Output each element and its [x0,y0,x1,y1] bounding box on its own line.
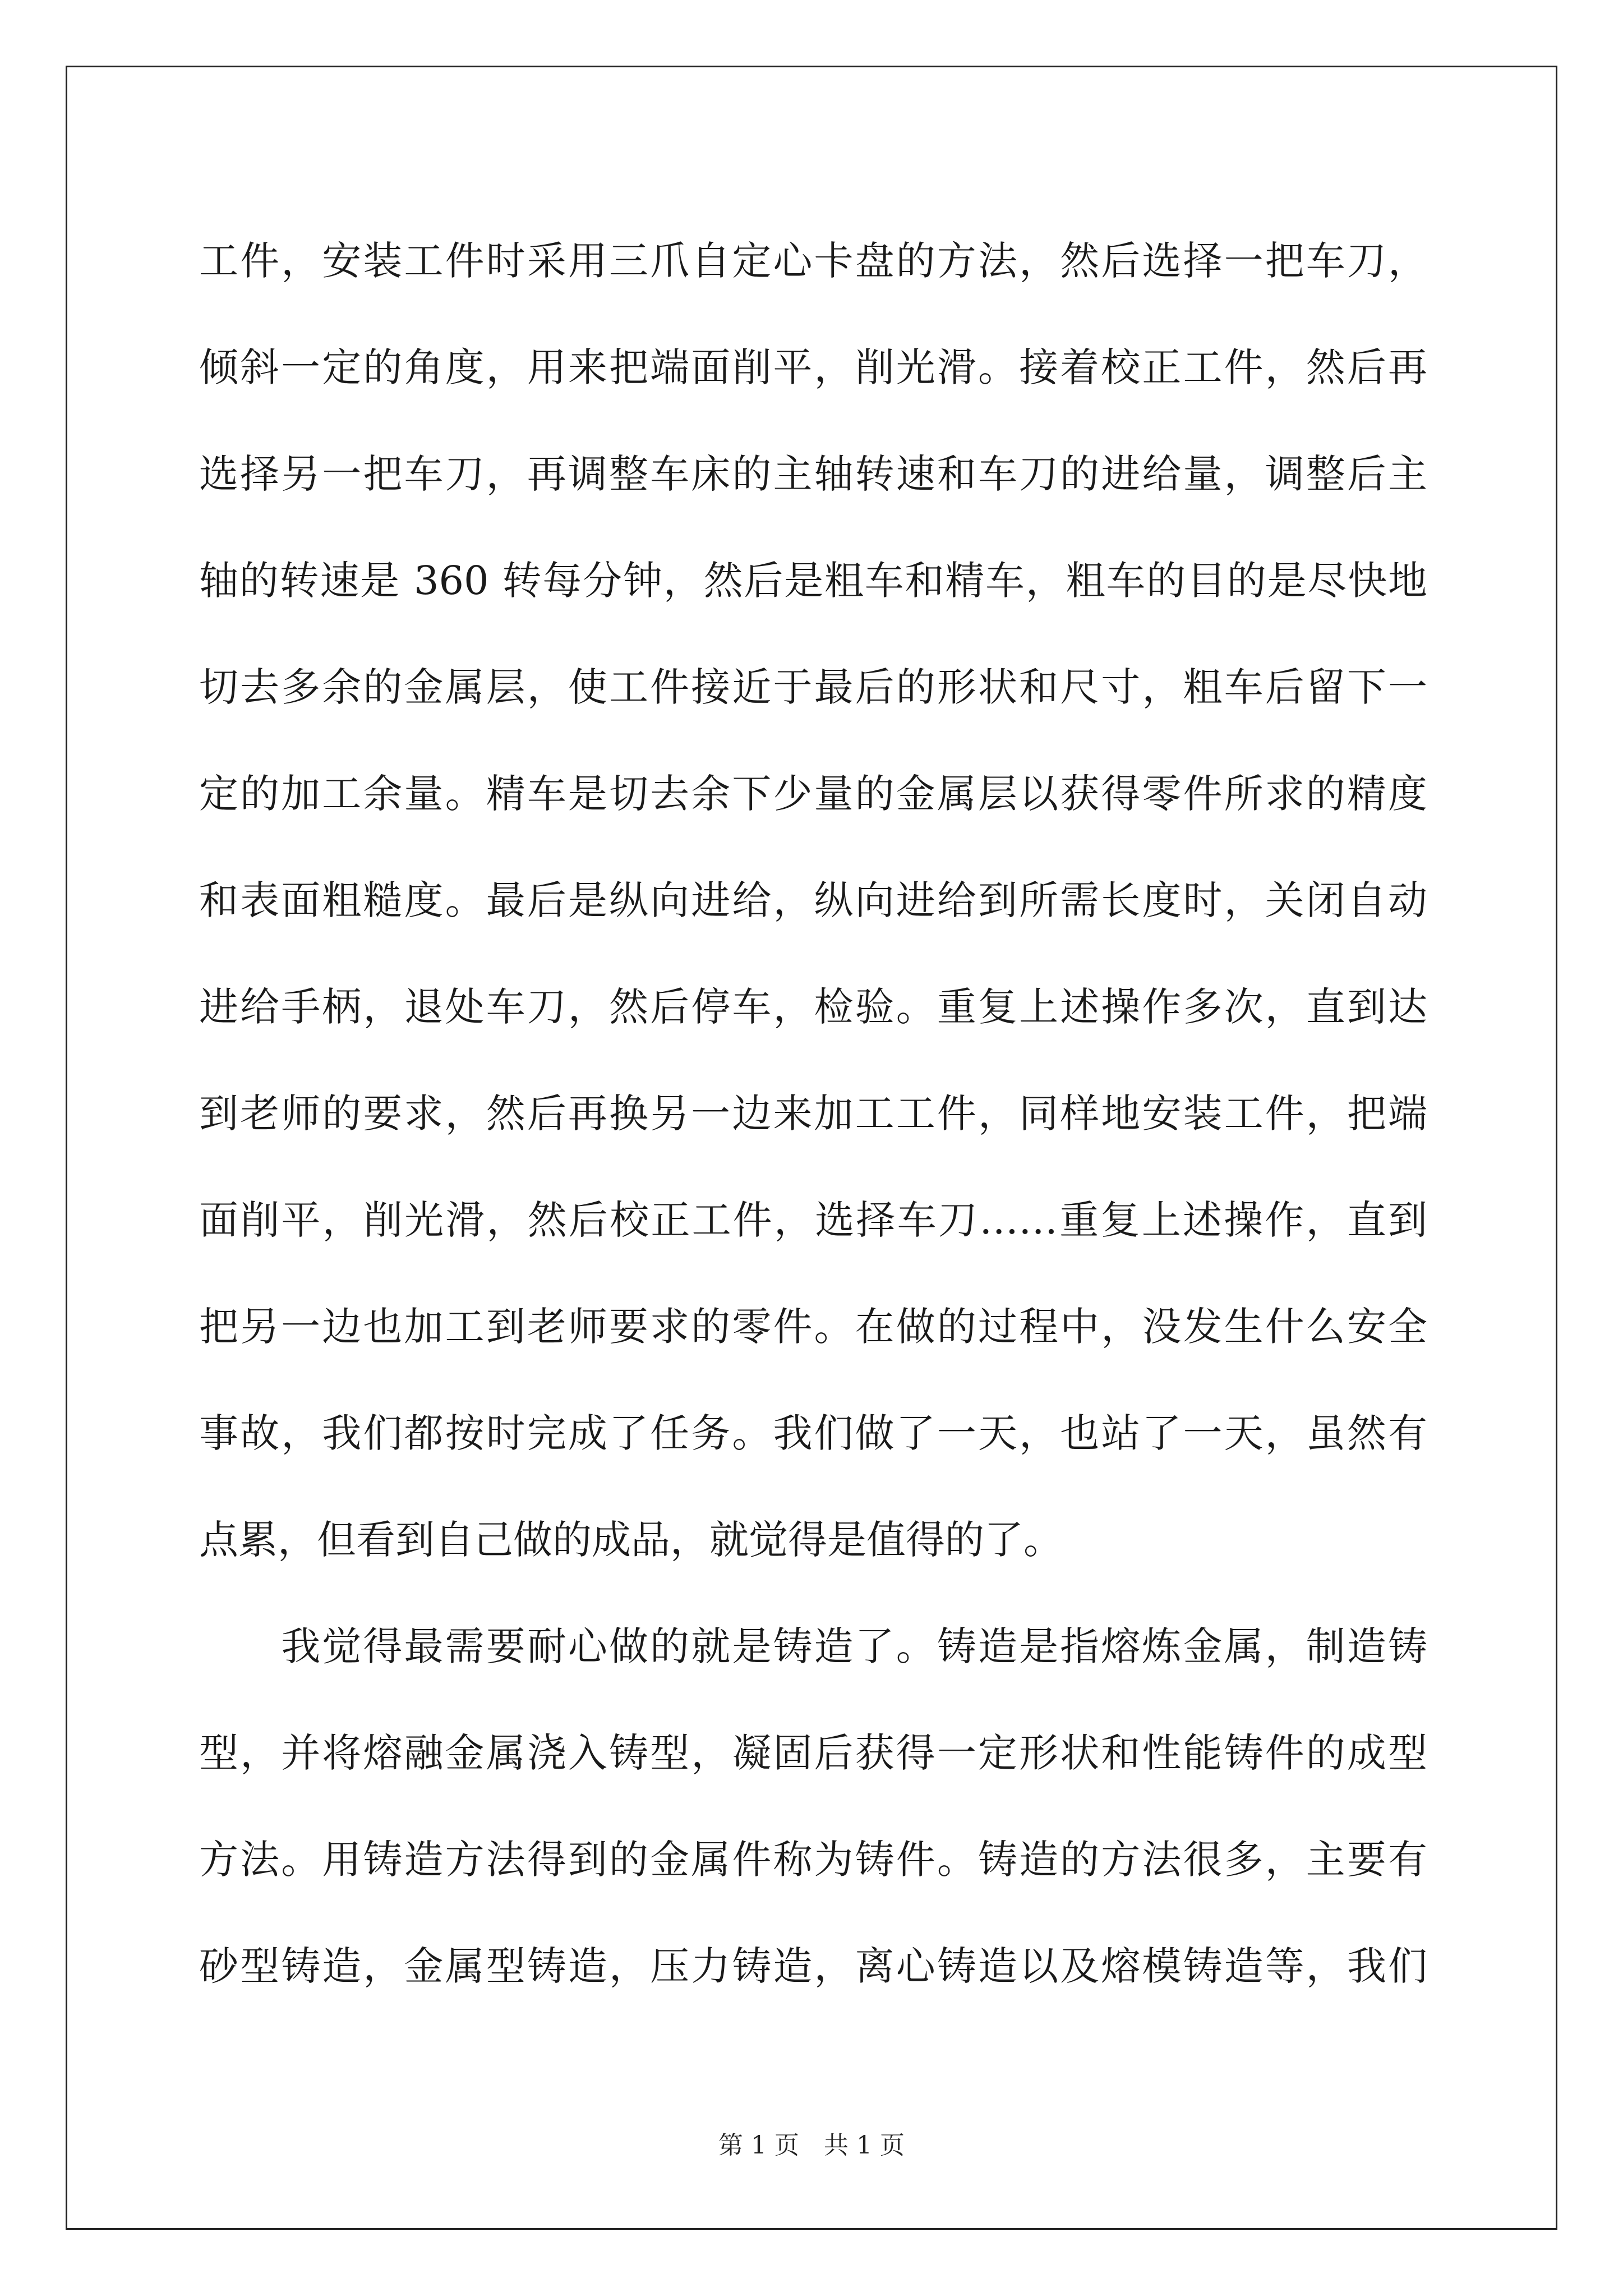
text-line: 型，并将熔融金属浇入铸型，凝固后获得一定形状和性能铸件的成型 [199,1730,1427,1776]
text-line: 砂型铸造，金属型铸造，压力铸造，离心铸造以及熔模铸造等，我们 [199,1943,1427,1989]
paragraph-2 [199,1593,1427,2019]
text-line: 轴的转速是 360 转每分钟，然后是粗车和精车，粗车的目的是尽快地 [199,558,1427,604]
text-line: 面削平，削光滑，然后校正工件，选择车刀……重复上述操作，直到 [199,1197,1427,1243]
text-line: 工件，安装工件时采用三爪自定心卡盘的方法，然后选择一把车刀， [199,238,1427,284]
text-line: 进给手柄，退处车刀，然后停车，检验。重复上述操作多次，直到达 [199,984,1427,1030]
page-number-footer: 第 1 页 共 1 页 [718,2131,905,2160]
text-line: 选择另一把车刀，再调整车床的主轴转速和车刀的进给量，调整后主 [199,451,1427,497]
text-line: 到老师的要求，然后再换另一边来加工工件，同样地安装工件，把端 [199,1091,1427,1137]
text-line: 我觉得最需要耐心做的就是铸造了。铸造是指熔炼金属，制造铸 [199,1623,1427,1669]
document-body [199,208,1427,2019]
text-line: 方法。用铸造方法得到的金属件称为铸件。铸造的方法很多，主要有 [199,1837,1427,1883]
paragraph-1 [199,208,1427,1593]
text-line: 定的加工余量。精车是切去余下少量的金属层以获得零件所求的精度 [199,771,1427,817]
text-line: 事故，我们都按时完成了任务。我们做了一天，也站了一天，虽然有 [199,1410,1427,1456]
text-line: 和表面粗糙度。最后是纵向进给，纵向进给到所需长度时，关闭自动 [199,877,1427,923]
text-line: 切去多余的金属层，使工件接近于最后的形状和尺寸，粗车后留下一 [199,664,1427,710]
text-line: 点累，但看到自己做的成品，就觉得是值得的了。 [199,1517,1063,1563]
text-line: 把另一边也加工到老师要求的零件。在做的过程中，没发生什么安全 [199,1304,1427,1350]
text-line: 倾斜一定的角度，用来把端面削平，削光滑。接着校正工件，然后再 [199,344,1427,390]
